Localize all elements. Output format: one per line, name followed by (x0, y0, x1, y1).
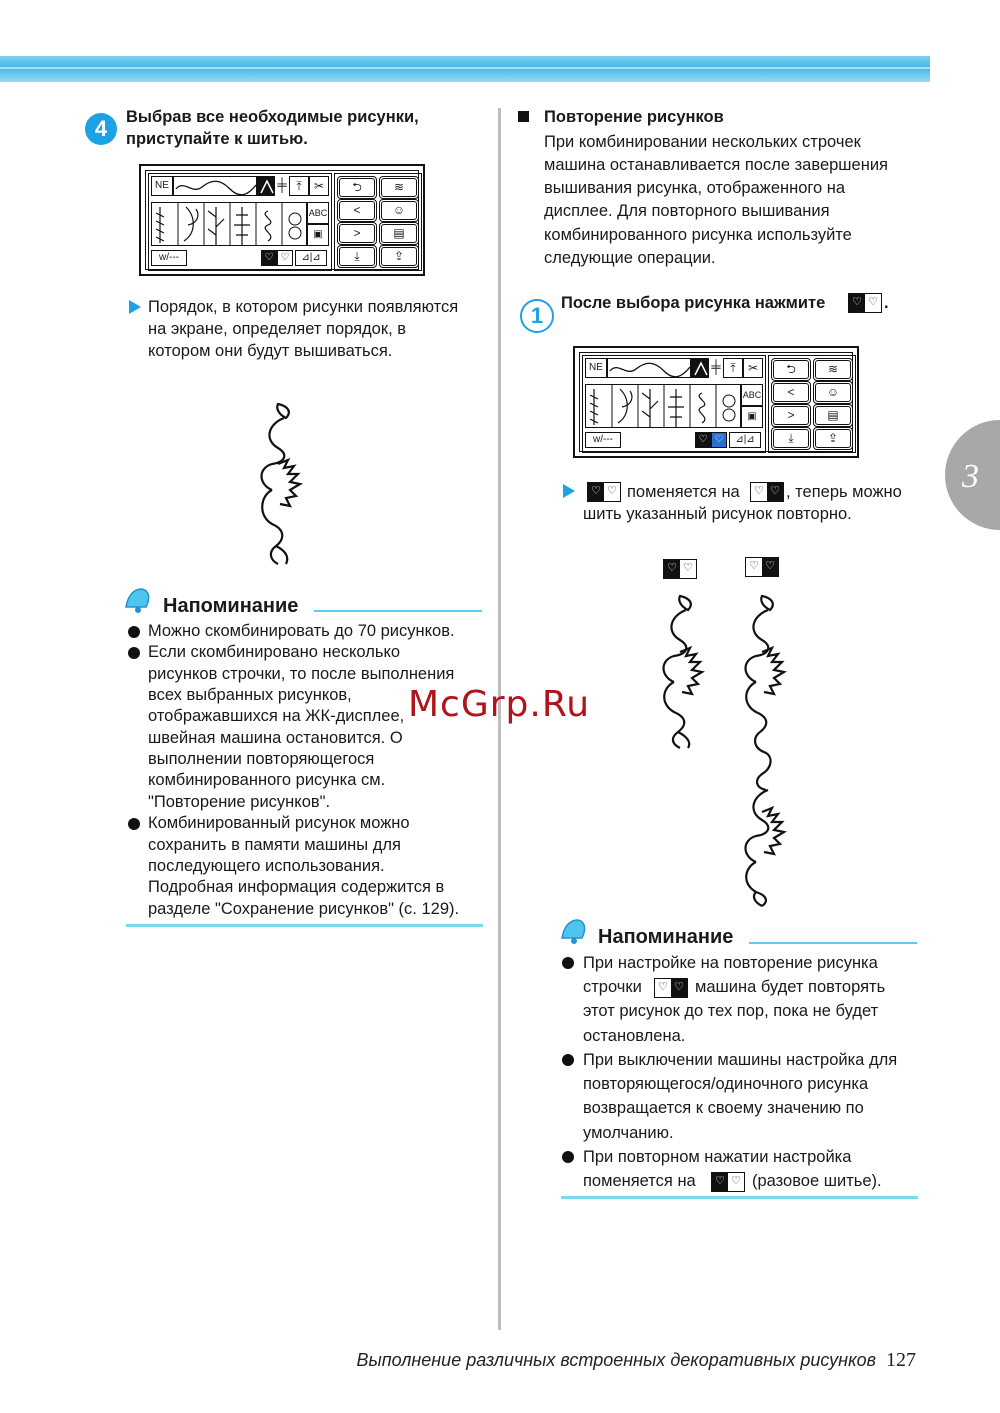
lcd-frame (145, 170, 419, 270)
pattern-cell-abc[interactable]: ABC (307, 202, 329, 224)
right-memo-item-1-line-2a: строчки (583, 978, 642, 996)
step-1-text: После выбора рисунка нажмите (561, 294, 826, 312)
pattern-cell-ne[interactable]: NE (151, 176, 173, 196)
top-color-band (0, 56, 930, 82)
left-memo-item-2-line-1: Если скомбинировано несколько (148, 643, 401, 661)
pattern-cell-scissors[interactable]: ✂ (743, 358, 763, 378)
lcd-frame (579, 352, 853, 452)
memo-bell-icon (120, 585, 154, 615)
pattern-grid[interactable] (151, 202, 307, 246)
left-memo-title: Напоминание (163, 595, 299, 617)
lcd-button-panel (334, 173, 422, 271)
pattern-cell-selected[interactable] (691, 358, 709, 378)
left-memo-item-2-line-3: всех выбранных рисунков, (148, 686, 352, 704)
left-memo-item-3-line-1: Комбинированный рисунок можно (148, 814, 410, 832)
right-memo-item-1-line-2b: машина будет повторять (695, 978, 886, 996)
right-memo-bullet-3 (562, 1151, 574, 1163)
right-memo-item-2-line-4: умолчанию. (583, 1124, 674, 1142)
step-4-line-1: Выбрав все необходимые рисунки, (126, 108, 419, 126)
right-memo-item-3-line-1: При повторном нажатии настройка (583, 1148, 852, 1166)
left-memo-title-line (314, 610, 482, 612)
result-arrow-icon (129, 300, 141, 314)
left-memo-item-3-line-2: сохранить в памяти машины для (148, 836, 401, 854)
pattern-cell-ne[interactable]: NE (585, 358, 607, 378)
stitch-pattern-illustration (248, 400, 318, 570)
single-pattern-key[interactable]: ♡ (261, 250, 277, 266)
cursor-left-button[interactable]: < (339, 201, 375, 220)
left-result-line-3: котором они будут вышиваться. (148, 342, 393, 360)
pattern-select-button[interactable]: ≋ (815, 360, 851, 379)
right-memo-item-1-line-3: этот рисунок до тех пор, пока не будет (583, 1002, 879, 1020)
left-result-line-1: Порядок, в котором рисунки появляются (148, 298, 459, 316)
left-memo-bullet-2 (128, 647, 140, 659)
left-memo-item-3-line-3: последующего использования. (148, 857, 385, 875)
right-memo-item-2-line-2: повторяющегося/одиночного рисунка (583, 1075, 869, 1093)
memory-button[interactable]: ▤ (381, 224, 417, 243)
pattern-cell-zigzag[interactable]: w/--- (585, 432, 621, 448)
left-memo-item-3-line-5: разделе "Сохранение рисунков" (с. 129). (148, 900, 460, 918)
back-button[interactable]: ⮌ (773, 360, 809, 379)
left-memo-bullet-3 (128, 818, 140, 830)
mirror-key[interactable]: ⊿|⊿ (729, 432, 761, 448)
repeat-pattern-key-pressed[interactable]: ♡ (711, 432, 727, 448)
pattern-cell-abc[interactable]: ABC (741, 384, 763, 406)
right-memo-title-line (749, 942, 917, 944)
repeat-pattern-key[interactable]: ♡ (277, 250, 293, 266)
section-title: Повторение рисунков (544, 108, 724, 126)
left-memo-item-2-line-4: отображавшихся на ЖК-дисплее, (148, 707, 405, 725)
check-button[interactable]: ☺ (815, 383, 851, 402)
pattern-select-button[interactable]: ≋ (381, 178, 417, 197)
left-memo-item-3-line-4: Подробная информация содержится в (148, 878, 445, 896)
single-repeat-key-inline: ♡ ♡ (848, 293, 882, 313)
page-footer (356, 1349, 916, 1372)
left-memo-item-2-line-6: выполнении повторяющегося (148, 750, 375, 768)
pattern-cell-arrow[interactable]: ⤒ (723, 358, 743, 378)
watermark: McGrp.Ru (408, 684, 591, 725)
cursor-right-button[interactable]: > (773, 406, 809, 425)
page-number: 127 (886, 1349, 916, 1371)
left-memo-item-2-line-7: комбинированного рисунка см. (148, 771, 386, 789)
right-memo-item-1-line-4: остановлена. (583, 1027, 686, 1045)
cursor-left-button[interactable]: < (773, 383, 809, 402)
step-1-badge: 1 (520, 299, 554, 333)
single-key-label-icon: ♡ ♡ (663, 559, 697, 579)
right-result-changes-to: поменяется на (627, 483, 740, 501)
pattern-cell-box[interactable]: ▣ (307, 224, 329, 246)
right-memo-item-2-line-1: При выключении машины настройка для (583, 1051, 898, 1069)
right-memo-bullet-2 (562, 1054, 574, 1066)
pattern-strip-vine (173, 176, 257, 196)
footer-title: Выполнение различных встроенных декоративных рисунков (356, 1350, 876, 1370)
pattern-strip-vine (607, 358, 691, 378)
left-memo-item-2-line-5: швейная машина остановится. О (148, 729, 403, 747)
lcd-screen-right (573, 346, 859, 458)
repeat-key-inline-icon: ♡ ♡ (654, 978, 688, 998)
back-button[interactable]: ⮌ (339, 178, 375, 197)
pattern-grid[interactable] (585, 384, 741, 428)
right-memo-item-2-line-3: возвращается к своему значению по (583, 1099, 864, 1117)
check-button[interactable]: ☺ (381, 201, 417, 220)
recall-button[interactable]: ⇪ (381, 247, 417, 266)
save-button[interactable]: ⤓ (339, 247, 375, 266)
step-4-badge: 4 (85, 113, 117, 145)
pattern-cell-selected[interactable] (257, 176, 275, 196)
intro-line-5: комбинированного рисунка используйте (544, 226, 852, 244)
left-memo-item-1-line-1: Можно скомбинировать до 70 рисунков. (148, 622, 455, 640)
intro-line-4: дисплее. Для повторного вышивания (544, 202, 830, 220)
cursor-right-button[interactable]: > (339, 224, 375, 243)
right-memo-item-1-line-1: При настройке на повторение рисунка (583, 954, 878, 972)
step-1-period: . (884, 294, 889, 312)
single-key-icon: ♡ ♡ (587, 482, 621, 502)
lcd-screen-left (139, 164, 425, 276)
lcd-button-panel (768, 355, 856, 453)
pattern-cell-scissors[interactable]: ✂ (309, 176, 329, 196)
chapter-number: 3 (962, 458, 979, 495)
left-result-line-2: на экране, определяет порядок, в (148, 320, 407, 338)
lcd-pattern-panel (582, 355, 766, 453)
right-result-after: , теперь можно (786, 483, 902, 501)
pattern-cell-zigzag[interactable]: w/--- (151, 250, 187, 266)
right-memo-item-3-line-2a: поменяется на (583, 1172, 696, 1190)
repeat-key-label-icon: ♡ ♡ (745, 557, 779, 577)
pattern-cell-box[interactable]: ▣ (741, 406, 763, 428)
right-memo-title: Напоминание (598, 926, 734, 948)
chapter-tab (945, 420, 1000, 530)
save-button[interactable]: ⤓ (773, 429, 809, 448)
result-arrow-icon (563, 484, 575, 498)
right-memo-bottom-line (561, 1196, 918, 1199)
intro-line-1: При комбинировании нескольких строчек (544, 133, 861, 151)
lcd-pattern-panel (148, 173, 332, 271)
single-stitch-illustration (650, 592, 720, 752)
single-pattern-key[interactable]: ♡ (695, 432, 711, 448)
section-square-bullet (518, 111, 529, 122)
repeat-stitch-illustration (732, 592, 802, 912)
left-memo-item-2-line-8: "Повторение рисунков". (148, 793, 331, 811)
single-key-inline-icon: ♡ ♡ (711, 1172, 745, 1192)
right-result-line-2: шить указанный рисунок повторно. (583, 505, 852, 523)
intro-line-3: вышивания рисунка, отображенного на (544, 179, 846, 197)
memo-bell-icon (556, 916, 590, 946)
intro-line-6: следующие операции. (544, 249, 716, 267)
pattern-cell-arrow[interactable]: ⤒ (289, 176, 309, 196)
step-4-line-2: приступайте к шитью. (126, 130, 308, 148)
cursor-mark: ╪ (277, 177, 287, 192)
right-memo-bullet-1 (562, 957, 574, 969)
mirror-key[interactable]: ⊿|⊿ (295, 250, 327, 266)
recall-button[interactable]: ⇪ (815, 429, 851, 448)
intro-line-2: машина останавливается после завершения (544, 156, 888, 174)
cursor-mark: ╪ (711, 359, 721, 374)
left-memo-bullet-1 (128, 626, 140, 638)
repeat-key-icon: ♡ ♡ (750, 482, 784, 502)
left-memo-item-2-line-2: рисунков строчки, то после выполнения (148, 665, 455, 683)
left-memo-bottom-line (126, 924, 483, 927)
memory-button[interactable]: ▤ (815, 406, 851, 425)
right-memo-item-3-line-2b: (разовое шитье). (752, 1172, 882, 1190)
